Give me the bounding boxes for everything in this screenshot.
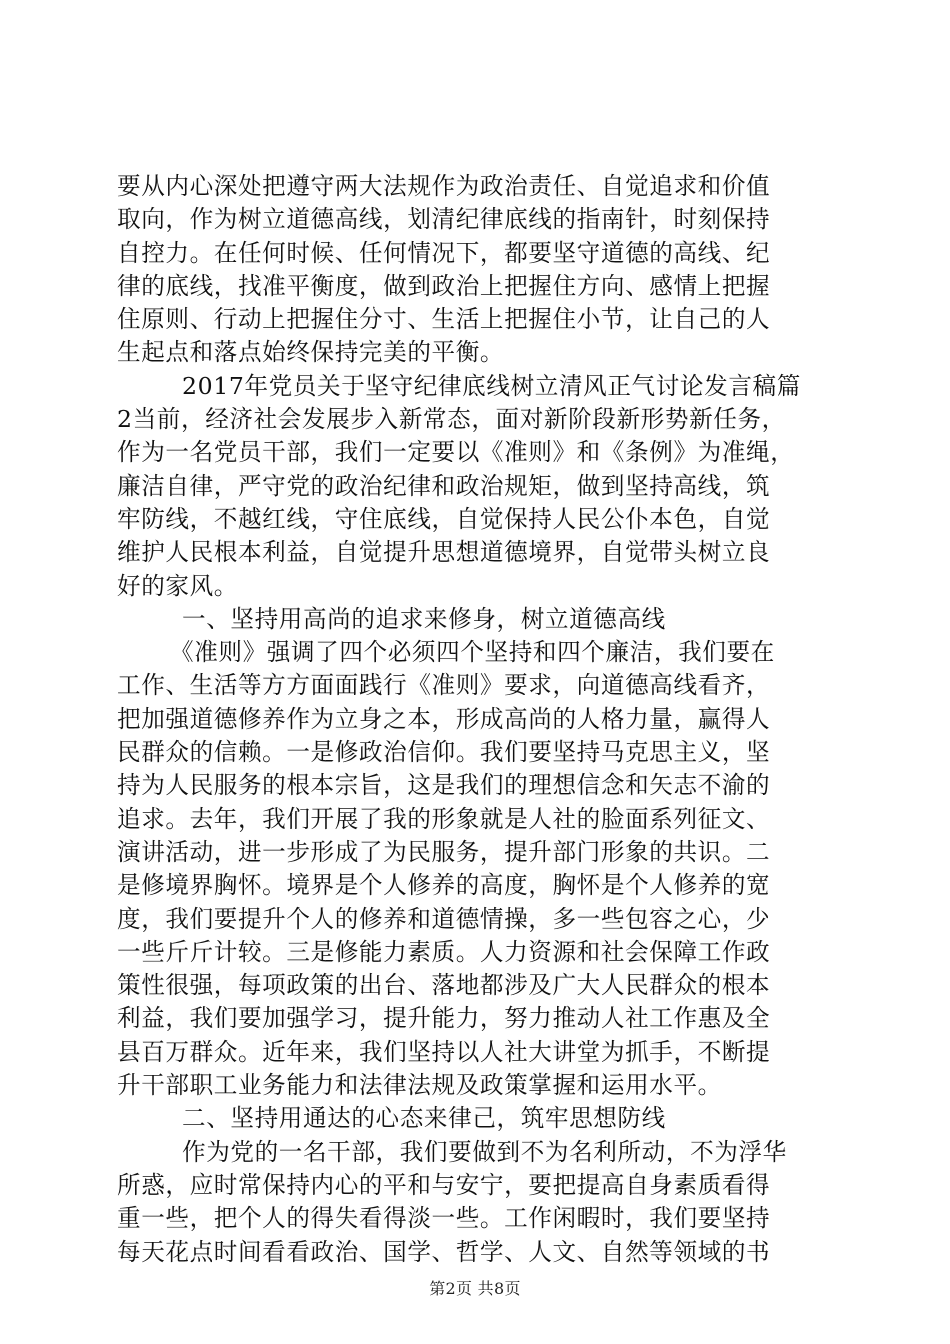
text-line: 作为一名党员干部，我们一定要以《准则》和《条例》为准绳， [117, 438, 795, 467]
text-line: 县百万群众。近年来，我们坚持以人社大讲堂为抓手，不断提 [117, 1037, 771, 1066]
text-line: 重一些，把个人的得失看得淡一些。工作闲暇时，我们要坚持 [117, 1204, 771, 1233]
text-line: 维护人民根本利益，自觉提升思想道德境界，自觉带头树立良 [117, 538, 771, 567]
page-footer [0, 1276, 950, 1299]
paragraph-start-line: 《准则》强调了四个必须四个坚持和四个廉洁，我们要在 [170, 638, 775, 667]
text-line: 一些斤斤计较。三是修能力素质。人力资源和社会保障工作政 [117, 937, 771, 966]
text-line: 每天花点时间看看政治、国学、哲学、人文、自然等领域的书 [117, 1237, 771, 1266]
text-line: 好的家风。 [117, 571, 238, 600]
text-line: 民群众的信赖。一是修政治信仰。我们要坚持马克思主义，坚 [117, 738, 771, 767]
text-line: 取向，作为树立道德高线，划清纪律底线的指南针，时刻保持 [117, 205, 771, 234]
paragraph-start-line: 作为党的一名干部，我们要做到不为名利所动，不为浮华 [182, 1137, 787, 1166]
text-line: 把加强道德修养作为立身之本，形成高尚的人格力量，赢得人 [117, 704, 771, 733]
text-line: 策性很强，每项政策的出台、落地都涉及广大人民群众的根本 [117, 971, 771, 1000]
text-line: 工作、生活等方方面面践行《准则》要求，向道德高线看齐， [117, 671, 771, 700]
text-line: 升干部职工业务能力和法律法规及政策掌握和运用水平。 [117, 1071, 722, 1100]
text-line: 演讲活动，进一步形成了为民服务，提升部门形象的共识。二 [117, 837, 771, 866]
text-line: 生起点和落点始终保持完美的平衡。 [117, 338, 505, 367]
document-body [117, 170, 837, 1269]
text-line: 要从内心深处把遵守两大法规作为政治责任、自觉追求和价值 [117, 172, 771, 200]
text-line: 牢防线，不越红线，守住底线，自觉保持人民公仆本色，自觉 [117, 504, 771, 533]
text-line: 廉洁自律，严守党的政治纪律和政治规矩，做到坚持高线，筑 [117, 471, 771, 500]
text-line: 自控力。在任何时候、任何情况下，都要坚守道德的高线、纪 [117, 238, 771, 267]
text-line: 追求。去年，我们开展了我的形象就是人社的脸面系列征文、 [117, 804, 771, 833]
paragraph-start-line: 2017年党员关于坚守纪律底线树立清风正气讨论发言稿篇 [182, 371, 801, 400]
text-line: 利益，我们要加强学习，提升能力，努力推动人社工作惠及全 [117, 1004, 771, 1033]
text-line: 2当前，经济社会发展步入新常态，面对新阶段新形势新任务， [117, 405, 786, 434]
section-heading: 二、坚持用通达的心态来律己，筑牢思想防线 [182, 1104, 666, 1133]
text-line: 住原则、行动上把握住分寸、生活上把握住小节，让自己的人 [117, 305, 771, 334]
text-line: 持为人民服务的根本宗旨，这是我们的理想信念和矢志不渝的 [117, 771, 771, 800]
section-heading: 一、坚持用高尚的追求来修身，树立道德高线 [182, 604, 666, 633]
text-line: 度，我们要提升个人的修养和道德情操，多一些包容之心，少 [117, 904, 771, 933]
text-line: 所惑，应时常保持内心的平和与安宁，要把提高自身素质看得 [117, 1170, 771, 1199]
text-line: 律的底线，找准平衡度，做到政治上把握住方向、感情上把握 [117, 271, 771, 300]
page-number: 第2页 共8页 [429, 1279, 521, 1298]
text-line: 是修境界胸怀。境界是个人修养的高度，胸怀是个人修养的宽 [117, 871, 771, 900]
